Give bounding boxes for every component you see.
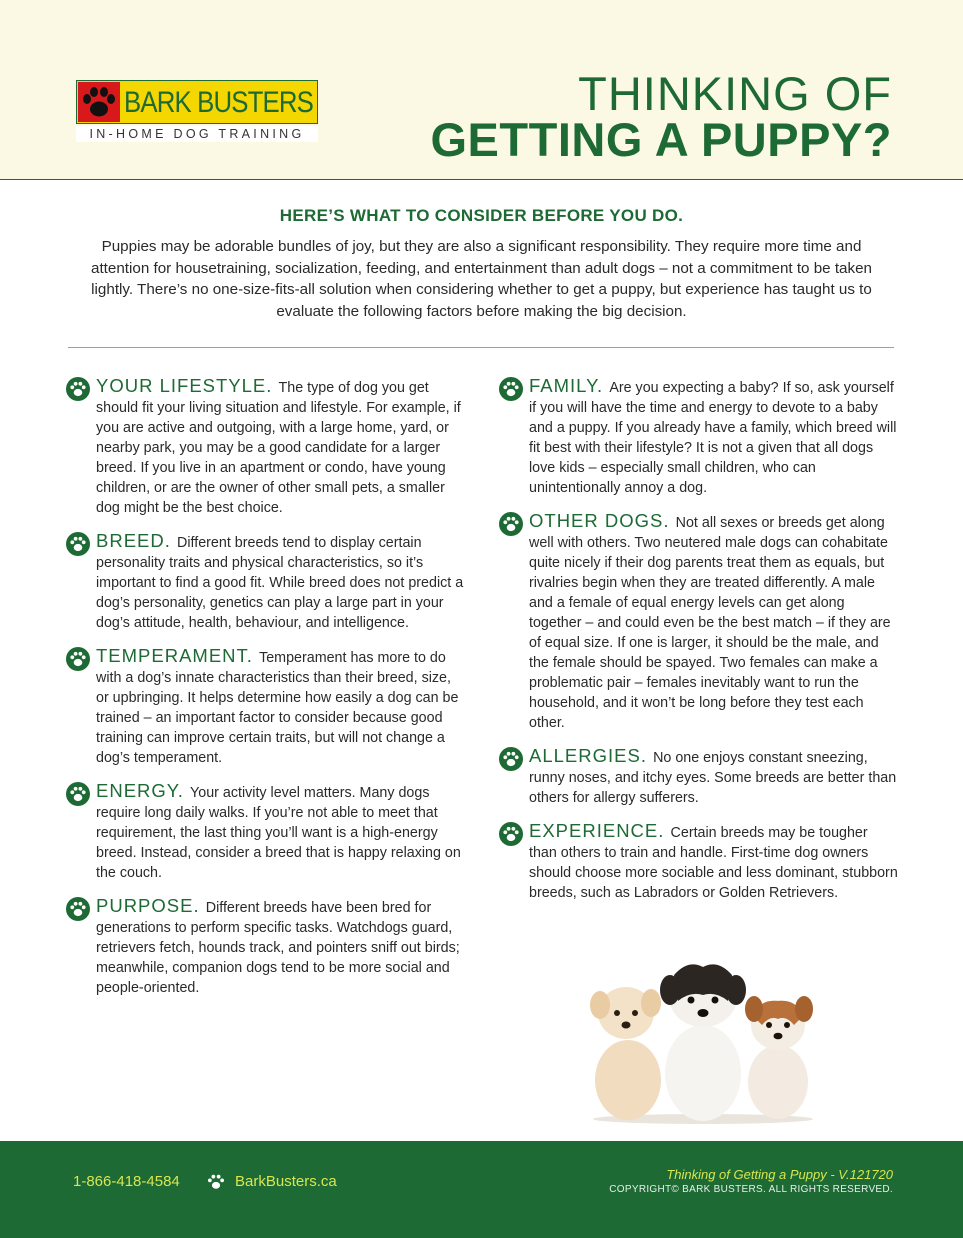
paw-icon — [499, 512, 523, 536]
paw-icon — [499, 747, 523, 771]
paw-icon — [66, 897, 90, 921]
factor-text: Certain breeds may be tougher than others to train and handle. First-time dog owners should choose more sociable and less dominant, stubborn breeds, such as Labradors or Golden Retrievers. — [529, 825, 898, 901]
factor-text: Different breeds tend to display certain personality traits and physical characteristics, so it’s important to find a good fit. While breed does not predict a dog’s personality, genetics can play a large part in your dog’s attitude, health, behaviour, and intelligence. — [96, 535, 464, 631]
paw-icon — [66, 377, 90, 401]
factor-family — [499, 376, 899, 498]
footer-website-link[interactable]: BarkBusters.ca — [235, 1173, 337, 1190]
page-title-line1: THINKING OF — [578, 67, 892, 120]
footer-paw-icon — [206, 1173, 226, 1191]
factor-purpose — [66, 896, 466, 998]
factor-title: YOUR LIFESTYLE. — [96, 375, 279, 396]
paw-icon — [66, 782, 90, 806]
page-title-line2: GETTING A PUPPY? — [430, 113, 892, 166]
paw-icon — [499, 822, 523, 846]
paw-icon — [66, 647, 90, 671]
footer-copyright: COPYRIGHT© BARK BUSTERS. ALL RIGHTS RESERVED. — [609, 1184, 893, 1195]
factor-title: EXPERIENCE. — [529, 820, 671, 841]
factor-breed — [66, 531, 466, 633]
footer-document-version: Thinking of Getting a Puppy - V.121720 — [666, 1167, 893, 1182]
factor-temperament — [66, 646, 466, 768]
logo-wordmark: BARK BUSTERS — [124, 86, 313, 119]
puppies-photo — [578, 955, 828, 1125]
right-column — [499, 376, 899, 916]
factor-lifestyle — [66, 376, 466, 518]
factor-text: Temperament has more to do with a dog’s innate characteristics than their breed, size, or upbringing. It helps determine how easily a dog can be trained – an important factor to consider because good training can improve certain traits, but will not change a dog’s temperament. — [96, 650, 459, 766]
factor-other-dogs — [499, 511, 899, 733]
section-divider — [68, 347, 894, 348]
logo-paw-icon — [78, 82, 120, 122]
factor-allergies — [499, 746, 899, 808]
factor-text: Different breeds have been bred for generations to perform specific tasks. Watchdogs guard, retrievers fetch, hounds track, and pointers sniff out birds; meanwhile, companion dogs tend to be more social and people-oriented. — [96, 900, 460, 996]
intro-paragraph: Puppies may be adorable bundles of joy, but they are also a significant responsibility. They require more time and attention for housetraining, socialization, feeding, and entertainment than adult dogs – not a commitment to be taken lightly. There’s no one-size-fits-all solution when considering whether to get a puppy, but experience has taught us to evaluate the following factors before making the big decision. — [91, 238, 872, 320]
footer-phone-link[interactable]: 1-866-418-4584 — [73, 1173, 180, 1190]
factor-title: FAMILY. — [529, 375, 610, 396]
factor-title: TEMPERAMENT. — [96, 645, 260, 666]
factor-text: The type of dog you get should fit your living situation and lifestyle. For example, if you are active and outgoing, with a large home, yard, or nearby park, you may be a good candidate for a larger breed. If you live in an apartment or condo, have young children, or are the owner of other small pets, a smaller dog might be the best choice. — [96, 380, 461, 516]
header-banner — [0, 0, 963, 180]
factor-experience — [499, 821, 899, 903]
factor-text: Are you expecting a baby? If so, ask yourself if you will have the time and energy to devote to a baby and a puppy. If you already have a family, which breed will fit best with their lifestyle? It is not a given that all dogs love kids – especially small children, who can unintentionally annoy a dog. — [529, 380, 897, 496]
factor-text: No one enjoys constant sneezing, runny noses, and itchy eyes. Some breeds are better than others for allergy sufferers. — [529, 750, 897, 806]
left-column — [66, 376, 466, 1011]
factor-text: Your activity level matters. Many dogs require long daily walks. If you’re not able to meet that requirement, the last thing you’ll want is a high-energy breed. Instead, consider a breed that is happy relaxing on the couch. — [96, 785, 461, 881]
paw-icon — [499, 377, 523, 401]
factor-energy — [66, 781, 466, 883]
factor-title: PURPOSE. — [96, 895, 206, 916]
intro-heading: HERE’S WHAT TO CONSIDER BEFORE YOU DO. — [279, 206, 684, 225]
factor-text: Not all sexes or breeds get along well with others. Two neutered male dogs can cohabitate quite nicely if their dog parents treat them as equals, but rivalries begin when they are treated differently. A male and a female of equal energy levels can get along together – and could even be the best match – if they are of equal size. If one is larger, it should be the male, and the female should be spayed. Two females can make a problematic pair – females inevitably want to run the household, and it won’t be long before they test each other. — [529, 515, 891, 731]
footer-bar — [0, 1141, 963, 1238]
factor-title: OTHER DOGS. — [529, 510, 676, 531]
paw-icon — [66, 532, 90, 556]
bark-busters-logo[interactable] — [76, 80, 318, 142]
logo-box — [76, 80, 318, 124]
factor-title: ENERGY. — [96, 780, 191, 801]
factor-title: BREED. — [96, 530, 178, 551]
factor-title: ALLERGIES. — [529, 745, 654, 766]
logo-tagline: IN-HOME DOG TRAINING — [76, 126, 318, 142]
